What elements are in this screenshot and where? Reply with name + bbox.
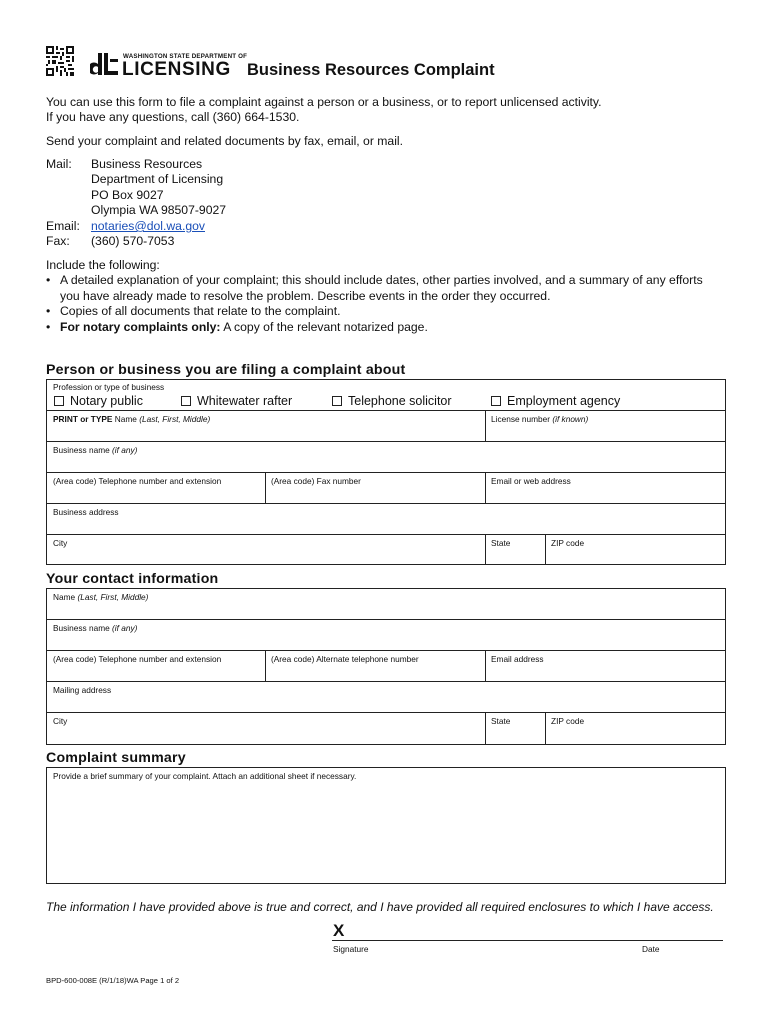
include-heading: Include the following: — [46, 258, 160, 272]
divider — [46, 503, 726, 504]
contact-name-field[interactable]: Name (Last, First, Middle) — [53, 592, 149, 602]
divider — [485, 650, 486, 681]
divider — [265, 472, 266, 503]
dol-logo-icon — [90, 53, 120, 77]
list-item: • For notary complaints only: A copy of the relevant notarized page. — [46, 319, 428, 334]
respondent-zip-field[interactable]: ZIP code — [551, 538, 585, 548]
intro-line-1: You can use this form to file a complaint against a person or a business, or to report unlicensed activity. — [46, 95, 602, 109]
divider — [46, 712, 726, 713]
checkbox-whitewater-rafter[interactable]: Whitewater rafter — [181, 394, 292, 408]
contact-city-field[interactable]: City — [53, 716, 68, 726]
profession-label: Profession or type of business — [53, 382, 165, 392]
signature-label: Signature — [333, 944, 369, 954]
contact-state-field[interactable]: State — [491, 716, 511, 726]
mail-line-4: Olympia WA 98507-9027 — [91, 203, 227, 217]
respondent-address-field[interactable]: Business address — [53, 507, 119, 517]
respondent-name-field[interactable]: PRINT or TYPE Name (Last, First, Middle) — [53, 414, 211, 424]
checkbox-employment-agency[interactable]: Employment agency — [491, 394, 620, 408]
respondent-email-field[interactable]: Email or web address — [491, 476, 571, 486]
checkbox[interactable] — [491, 396, 501, 406]
checkbox[interactable] — [332, 396, 342, 406]
divider — [485, 534, 486, 565]
checkbox[interactable] — [181, 396, 191, 406]
respondent-city-field[interactable]: City — [53, 538, 68, 548]
respondent-fax-field[interactable]: (Area code) Fax number — [271, 476, 361, 486]
date-label: Date — [642, 944, 660, 954]
divider — [46, 410, 726, 411]
signature-x-mark: X — [333, 921, 345, 940]
divider — [46, 472, 726, 473]
list-item: you have already made to resolve the problem. Describe events in the order they occurred. — [60, 288, 551, 303]
contact-mailing-address-field[interactable]: Mailing address — [53, 685, 112, 695]
section-heading-contact: Your contact information — [46, 571, 219, 587]
email-link[interactable]: notaries@dol.wa.gov — [91, 219, 205, 233]
mail-line-3: PO Box 9027 — [91, 188, 164, 202]
divider — [545, 712, 546, 745]
section-heading-respondent: Person or business you are filing a complaint about — [46, 362, 406, 378]
intro-line-2: If you have any questions, call (360) 664-1530. — [46, 110, 300, 124]
signature-line[interactable] — [332, 940, 723, 941]
contact-business-name-field[interactable]: Business name (if any) — [53, 623, 138, 633]
divider — [46, 681, 726, 682]
logo-licensing-text: LICENSING — [122, 59, 231, 80]
send-instructions: Send your complaint and related documents by fax, email, or mail. — [46, 134, 404, 148]
respondent-state-field[interactable]: State — [491, 538, 511, 548]
divider — [46, 650, 726, 651]
contact-zip-field[interactable]: ZIP code — [551, 716, 585, 726]
respondent-business-name-field[interactable]: Business name (if any) — [53, 445, 138, 455]
fax-number: (360) 570-7053 — [91, 234, 175, 248]
checkbox-notary-public[interactable]: Notary public — [54, 394, 143, 408]
license-number-field[interactable]: License number (if known) — [491, 414, 589, 424]
mail-label: Mail: — [46, 157, 72, 171]
complaint-summary-field[interactable] — [46, 767, 726, 884]
divider — [545, 534, 546, 565]
respondent-phone-field[interactable]: (Area code) Telephone number and extension — [53, 476, 222, 486]
include-list — [46, 273, 736, 335]
checkbox-telephone-solicitor[interactable]: Telephone solicitor — [332, 394, 452, 408]
divider — [46, 441, 726, 442]
divider — [485, 472, 486, 503]
checkbox[interactable] — [54, 396, 64, 406]
logo-agency-text: WASHINGTON STATE DEPARTMENT OF — [123, 53, 248, 60]
contact-box — [46, 588, 726, 745]
divider — [485, 712, 486, 745]
mail-line-2: Department of Licensing — [91, 172, 224, 186]
list-item: • A detailed explanation of your complaint; this should include dates, other parties involved, and a summary of any efforts — [46, 273, 703, 287]
list-item: • Copies of all documents that relate to the complaint. — [46, 304, 341, 318]
contact-phone-field[interactable]: (Area code) Telephone number and extension — [53, 654, 222, 664]
mail-line-1: Business Resources — [91, 157, 203, 171]
declaration-text: The information I have provided above is true and correct, and I have provided all required enclosures to which I have access. — [46, 900, 714, 914]
email-label: Email: — [46, 219, 80, 233]
fax-label: Fax: — [46, 234, 70, 248]
divider — [485, 410, 486, 441]
form-title: Business Resources Complaint — [247, 61, 495, 79]
contact-email-field[interactable]: Email address — [491, 654, 544, 664]
qr-code-icon — [46, 46, 74, 76]
divider — [265, 650, 266, 681]
section-heading-summary: Complaint summary — [46, 750, 186, 766]
divider — [46, 619, 726, 620]
form-footer: BPD-600-008E (R/1/18)WA Page 1 of 2 — [46, 976, 180, 985]
divider — [46, 534, 726, 535]
summary-label: Provide a brief summary of your complaint. Attach an additional sheet if necessary. — [53, 771, 357, 781]
contact-alt-phone-field[interactable]: (Area code) Alternate telephone number — [271, 654, 419, 664]
